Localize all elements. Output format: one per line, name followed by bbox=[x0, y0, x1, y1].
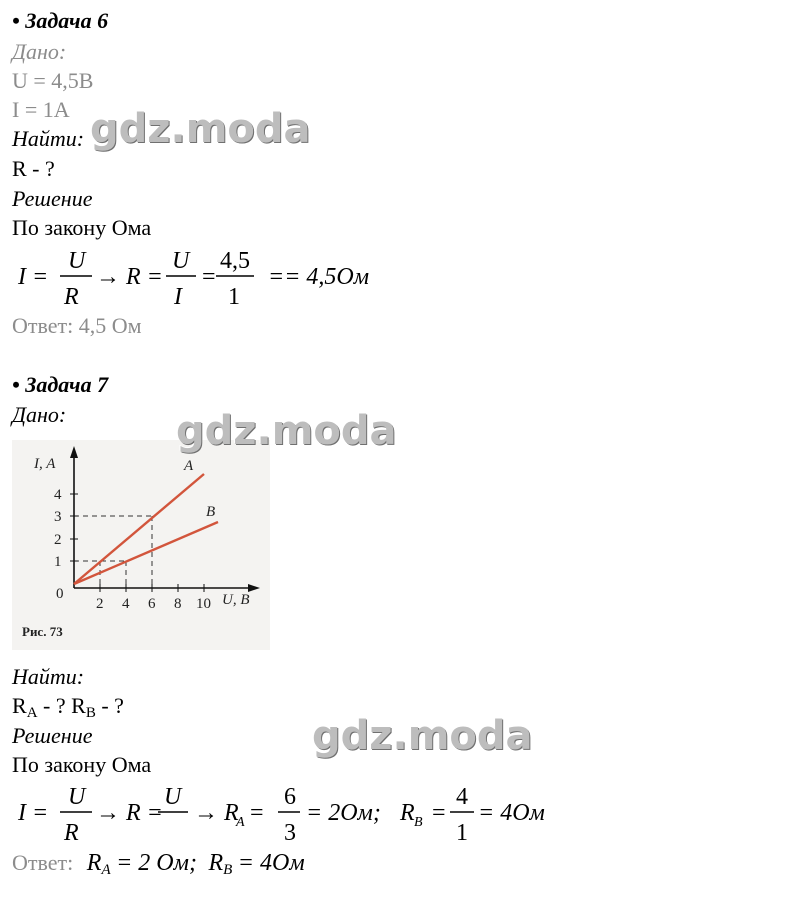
formula-den: I bbox=[174, 284, 182, 310]
formula-num: U bbox=[68, 784, 86, 810]
formula-den: 1 bbox=[228, 284, 240, 310]
figure-73 bbox=[12, 440, 270, 650]
task6-solution-label: Решение bbox=[12, 186, 93, 211]
answer-ra-value: = 2 Ом; bbox=[116, 850, 197, 876]
formula-result: == 4,5Ом bbox=[268, 264, 370, 290]
x-tick-label: 8 bbox=[174, 596, 182, 612]
formula-eq: = bbox=[202, 264, 216, 290]
formula-eq: = bbox=[432, 800, 446, 826]
y-tick-label: 2 bbox=[54, 532, 62, 548]
formula-sub: A bbox=[236, 815, 245, 830]
task7-answer bbox=[12, 850, 305, 883]
formula-result: = 2Ом; bbox=[306, 800, 381, 826]
find-ra-tail: - ? bbox=[37, 693, 72, 718]
x-axis-label: U, B bbox=[222, 592, 250, 608]
task7-formula bbox=[12, 780, 572, 846]
formula-den: R bbox=[64, 284, 79, 310]
formula-num: U bbox=[164, 784, 182, 810]
formula-den: R bbox=[64, 820, 79, 846]
task6-given-voltage: U = 4,5В bbox=[12, 68, 94, 93]
formula-arrow: → R = bbox=[96, 264, 163, 290]
x-tick-label: 2 bbox=[96, 596, 104, 612]
y-tick-label: 4 bbox=[54, 487, 62, 503]
formula-num: U bbox=[68, 248, 86, 274]
answer-rb: R bbox=[208, 850, 224, 876]
formula-num: 4 bbox=[456, 784, 468, 810]
answer-ra: R bbox=[86, 850, 102, 876]
formula-arrow: → R bbox=[194, 800, 239, 826]
find-rb-tail: - ? bbox=[95, 693, 124, 718]
watermark: gdz.moda bbox=[176, 408, 397, 454]
formula-num: 6 bbox=[284, 784, 296, 810]
y-tick-label: 1 bbox=[54, 554, 62, 570]
formula-sub: B bbox=[414, 815, 423, 830]
task6-heading: • Задача 6 bbox=[12, 8, 109, 33]
x-tick-label: 6 bbox=[148, 596, 156, 612]
task6-find: R - ? bbox=[12, 156, 55, 181]
find-ra: R bbox=[12, 693, 27, 718]
formula-lhs: I = bbox=[18, 800, 49, 826]
watermark: gdz.moda bbox=[90, 106, 311, 152]
line-b-label: B bbox=[206, 504, 216, 520]
answer-rb-sub: B bbox=[223, 862, 233, 878]
find-ra-sub: A bbox=[26, 705, 38, 721]
answer-prefix: Ответ: bbox=[12, 850, 74, 875]
origin-label: 0 bbox=[56, 586, 64, 602]
formula-eq: = bbox=[250, 800, 264, 826]
task6-find-label: Найти: bbox=[12, 126, 85, 151]
x-tick-label: 4 bbox=[122, 596, 130, 612]
answer-ra-sub: A bbox=[101, 862, 111, 878]
formula-result: = 4Ом bbox=[478, 800, 545, 826]
task7-find-label: Найти: bbox=[12, 664, 85, 689]
y-axis-label: I, A bbox=[34, 456, 56, 472]
find-rb: R bbox=[71, 693, 86, 718]
task7-given-label: Дано: bbox=[12, 402, 67, 427]
task7-find bbox=[12, 693, 124, 726]
formula-rb: R bbox=[400, 800, 415, 826]
task6-formula bbox=[12, 244, 392, 310]
formula-arrow: → R = bbox=[96, 800, 163, 826]
answer-rb-value: = 4Ом bbox=[237, 850, 305, 876]
task6-law: По закону Ома bbox=[12, 215, 152, 240]
find-rb-sub: B bbox=[85, 705, 96, 721]
figure-caption: Рис. 73 bbox=[22, 624, 63, 639]
task7-heading: • Задача 7 bbox=[12, 372, 109, 397]
task6-answer: Ответ: 4,5 Ом bbox=[12, 313, 142, 338]
line-a-label: A bbox=[184, 458, 194, 474]
formula-den: 3 bbox=[284, 820, 296, 846]
formula-num: 4,5 bbox=[220, 248, 250, 274]
task6-given-label: Дано: bbox=[12, 39, 67, 64]
y-tick-label: 3 bbox=[54, 509, 62, 525]
formula-num: U bbox=[172, 248, 190, 274]
formula-den: 1 bbox=[456, 820, 468, 846]
formula-lhs: I = bbox=[18, 264, 49, 290]
x-tick-label: 10 bbox=[196, 596, 211, 612]
task6-given-current: I = 1А bbox=[12, 97, 70, 122]
watermark: gdz.moda bbox=[312, 713, 533, 759]
task7-law: По закону Ома bbox=[12, 752, 152, 777]
task7-solution-label: Решение bbox=[12, 723, 93, 748]
